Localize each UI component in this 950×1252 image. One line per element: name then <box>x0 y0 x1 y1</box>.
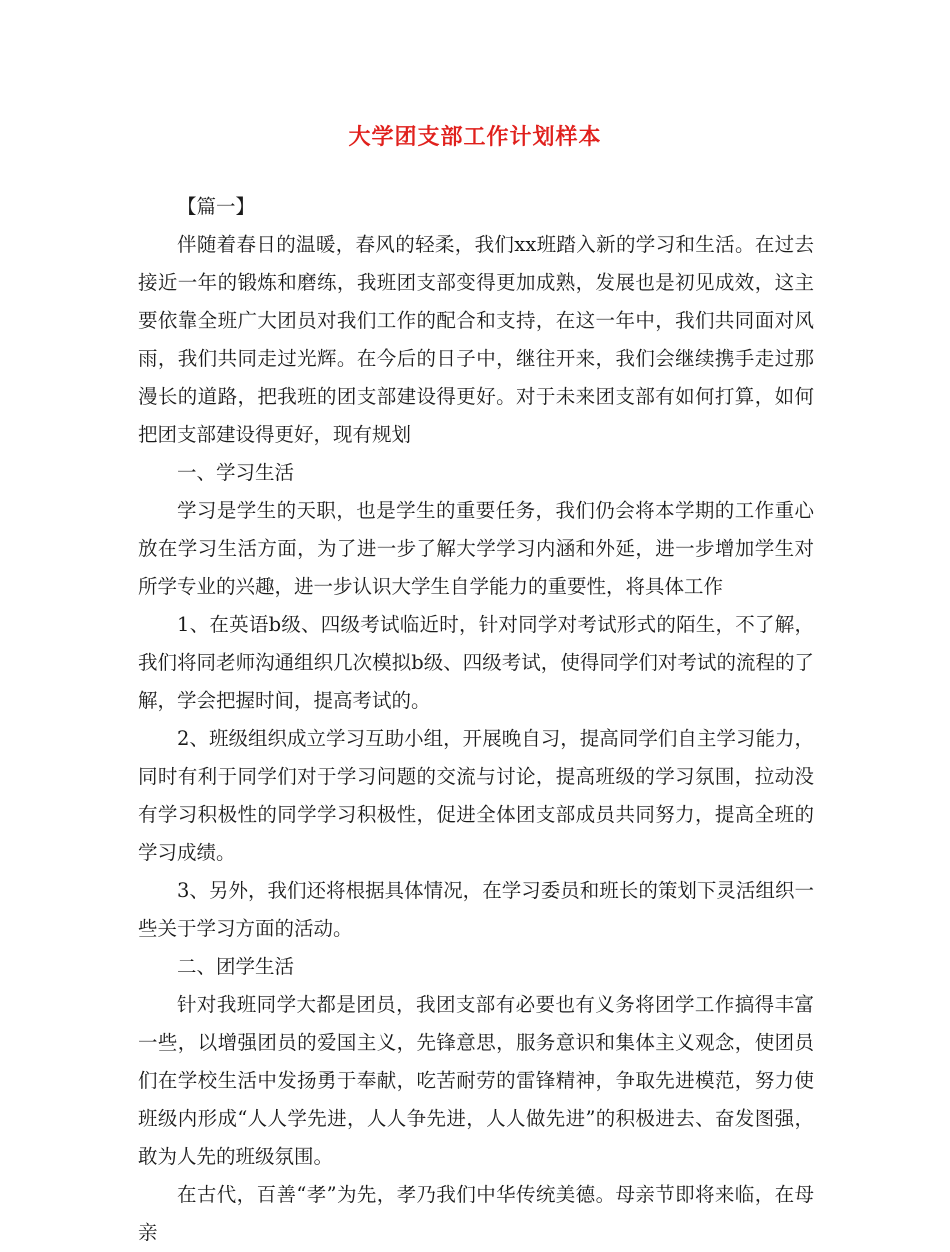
paragraph-study-item-1: 1、在英语b级、四级考试临近时，针对同学对考试形式的陌生，不了解，我们将同老师沟通组织几次模拟b级、四级考试，使得同学们对考试的流程的了解，学会把握时间，提高考试的。 <box>138 613 814 712</box>
paragraph-filial-piety: 在古代，百善“孝”为先，孝乃我们中华传统美德。母亲节即将来临，在母亲 <box>138 1183 814 1244</box>
paragraph-study-item-3: 3、另外，我们还将根据具体情况，在学习委员和班长的策划下灵活组织一些关于学习方面的活动。 <box>138 879 814 940</box>
heading-study-life: 一、学习生活 <box>177 461 295 484</box>
paragraph-study-item-2: 2、班级组织成立学习互助小组，开展晚自习，提高同学们自主学习能力，同时有利于同学们对于学习问题的交流与讨论，提高班级的学习氛围，拉动没有学习积极性的同学学习积极性，促进全体团支部成员共同努力，提高全班的学习成绩。 <box>138 727 814 864</box>
heading-league-life: 二、团学生活 <box>177 955 295 978</box>
paragraph-study-overview: 学习是学生的天职，也是学生的重要任务，我们仍会将本学期的工作重心放在学习生活方面，为了进一步了解大学学习内涵和外延，进一步增加学生对所学专业的兴趣，进一步认识大学生自学能力的重要性，将具体工作 <box>138 499 814 598</box>
paragraph-intro: 伴随着春日的温暖，春风的轻柔，我们xx班踏入新的学习和生活。在过去接近一年的锻炼和磨练，我班团支部变得更加成熟，发展也是初见成效，这主要依靠全班广大团员对我们工作的配合和支持，在这一年中，我们共同面对风雨，我们共同走过光辉。在今后的日子中，继往开来，我们会继续携手走过那漫长的道路，把我班的团支部建设得更好。对于未来团支部有如何打算，如何把团支部建设得更好，现有规划 <box>138 233 814 446</box>
paragraph-league-overview: 针对我班同学大都是团员，我团支部有必要也有义务将团学工作搞得丰富一些，以增强团员的爱国主义，先锋意思，服务意识和集体主义观念，使团员们在学校生活中发扬勇于奉献，吃苦耐劳的雷锋精神，争取先进模范，努力使班级内形成“人人学先进，人人争先进，人人做先进”的积极进去、奋发图强，敢为人先的班级氛围。 <box>138 993 814 1168</box>
section-tag: 【篇一】 <box>177 195 256 218</box>
document-title: 大学团支部工作计划样本 <box>348 124 602 150</box>
document-body <box>138 188 814 1252</box>
